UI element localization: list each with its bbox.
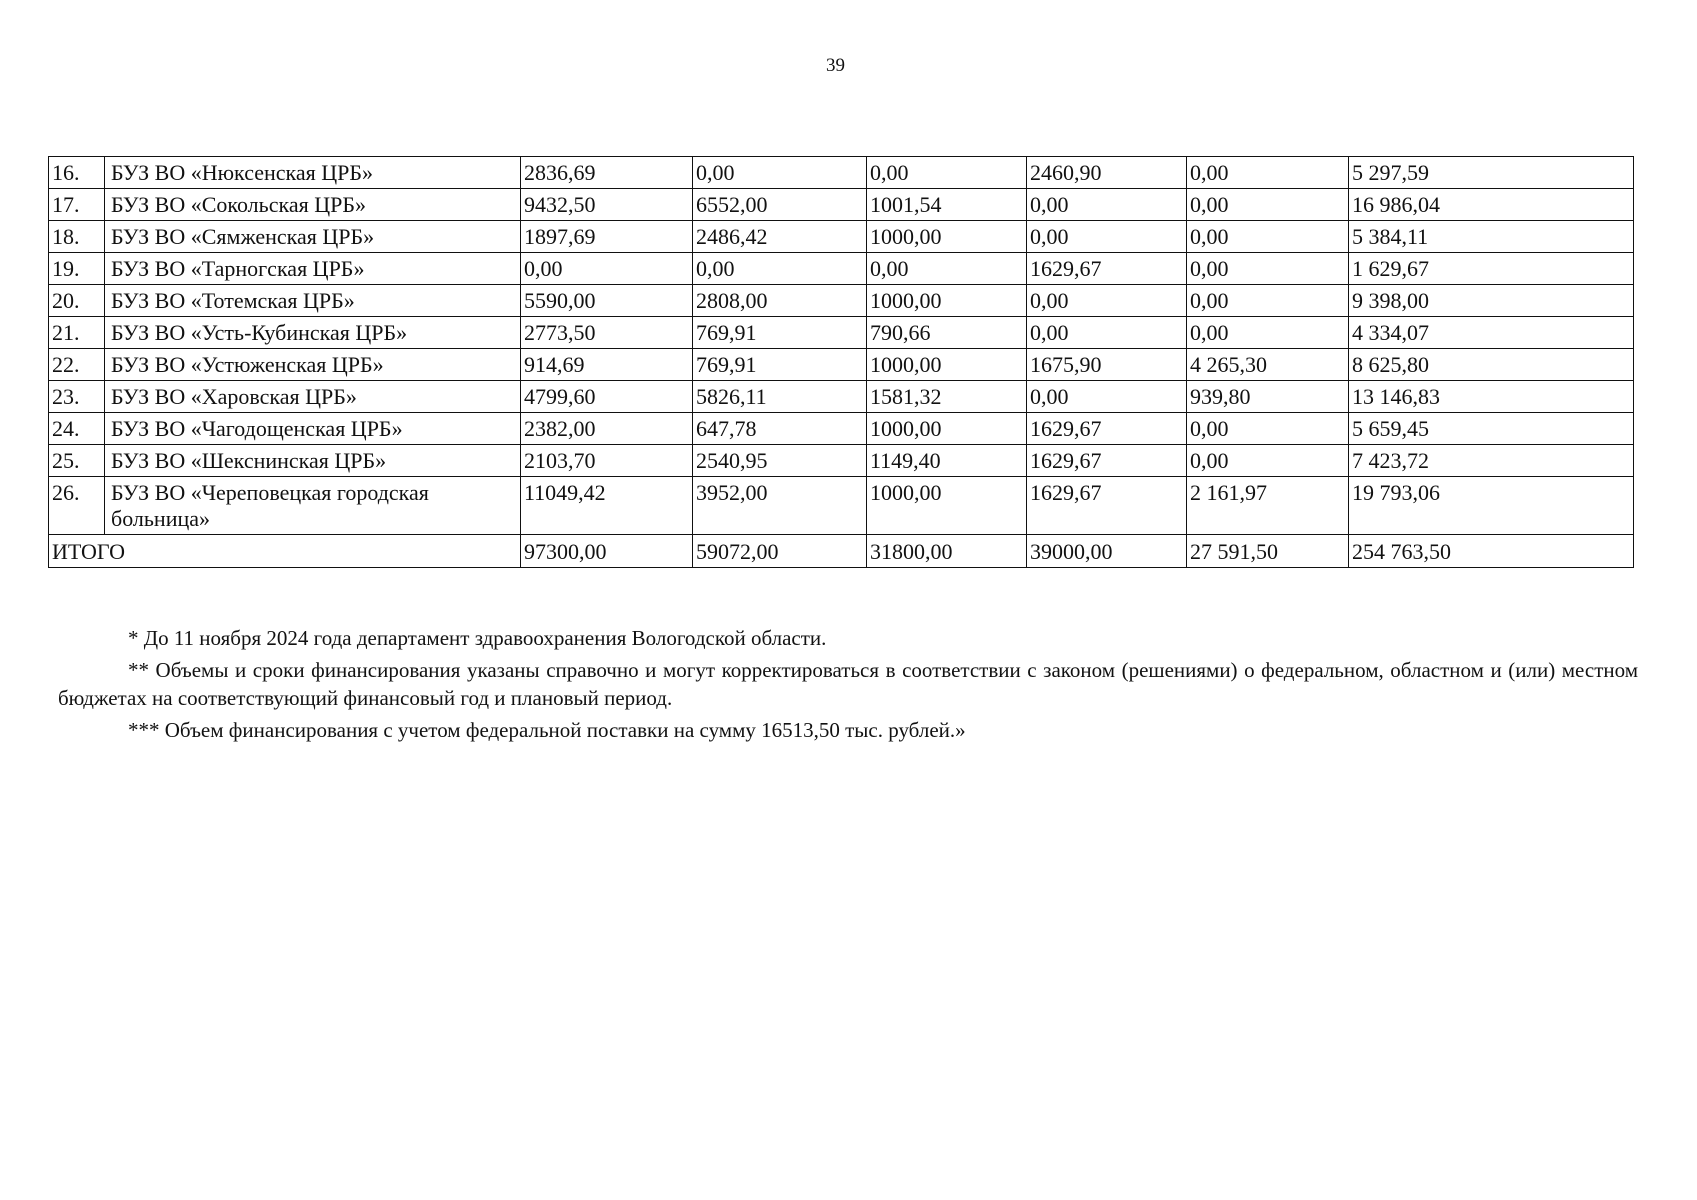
amount-col-2: 769,91 — [693, 349, 867, 381]
footnote-1: * До 11 ноября 2024 года департамент здравоохранения Вологодской области. — [128, 626, 827, 650]
amount-col-3: 1149,40 — [867, 445, 1027, 477]
amount-col-6: 5 384,11 — [1349, 221, 1634, 253]
amount-col-5: 0,00 — [1187, 157, 1349, 189]
row-number: 25. — [49, 445, 105, 477]
amount-col-5: 4 265,30 — [1187, 349, 1349, 381]
amount-col-2: 647,78 — [693, 413, 867, 445]
amount-col-5: 0,00 — [1187, 253, 1349, 285]
amount-col-1: 2382,00 — [521, 413, 693, 445]
amount-col-4: 0,00 — [1027, 317, 1187, 349]
row-number: 24. — [49, 413, 105, 445]
institution-name: БУЗ ВО «Сямженская ЦРБ» — [105, 221, 521, 253]
amount-col-6: 8 625,80 — [1349, 349, 1634, 381]
institution-name: БУЗ ВО «Чагодощенская ЦРБ» — [105, 413, 521, 445]
amount-col-3: 1000,00 — [867, 221, 1027, 253]
total-col-1: 97300,00 — [521, 535, 693, 568]
amount-col-3: 1000,00 — [867, 413, 1027, 445]
total-col-6: 254 763,50 — [1349, 535, 1634, 568]
table-row — [49, 349, 1634, 381]
footnote-2: ** Объемы и сроки финансирования указаны справочно и могут корректироваться в соответствии с законом (решениями) о федеральном, областном и (или) местном бюджетах на соответствующий финансовый год и плановый период. — [58, 658, 1638, 710]
amount-col-4: 1629,67 — [1027, 253, 1187, 285]
amount-col-2: 769,91 — [693, 317, 867, 349]
amount-col-3: 0,00 — [867, 253, 1027, 285]
row-number: 26. — [49, 477, 105, 535]
amount-col-2: 5826,11 — [693, 381, 867, 413]
amount-col-2: 3952,00 — [693, 477, 867, 535]
institution-name: БУЗ ВО «Тарногская ЦРБ» — [105, 253, 521, 285]
table-row — [49, 189, 1634, 221]
amount-col-3: 1000,00 — [867, 477, 1027, 535]
table-row — [49, 445, 1634, 477]
page-number: 39 — [826, 55, 845, 76]
amount-col-6: 5 297,59 — [1349, 157, 1634, 189]
table-row — [49, 253, 1634, 285]
amount-col-1: 11049,42 — [521, 477, 693, 535]
amount-col-1: 2103,70 — [521, 445, 693, 477]
amount-col-4: 0,00 — [1027, 285, 1187, 317]
total-row — [49, 535, 1634, 568]
funding-table — [48, 156, 1634, 568]
row-number: 21. — [49, 317, 105, 349]
amount-col-1: 914,69 — [521, 349, 693, 381]
table-row — [49, 157, 1634, 189]
amount-col-5: 0,00 — [1187, 317, 1349, 349]
table-row — [49, 381, 1634, 413]
table-row — [49, 285, 1634, 317]
total-col-5: 27 591,50 — [1187, 535, 1349, 568]
amount-col-4: 0,00 — [1027, 221, 1187, 253]
amount-col-3: 1001,54 — [867, 189, 1027, 221]
amount-col-5: 2 161,97 — [1187, 477, 1349, 535]
institution-name: БУЗ ВО «Нюксенская ЦРБ» — [105, 157, 521, 189]
amount-col-4: 1629,67 — [1027, 413, 1187, 445]
amount-col-4: 1675,90 — [1027, 349, 1187, 381]
amount-col-4: 0,00 — [1027, 381, 1187, 413]
amount-col-2: 0,00 — [693, 253, 867, 285]
amount-col-3: 0,00 — [867, 157, 1027, 189]
row-number: 20. — [49, 285, 105, 317]
row-number: 22. — [49, 349, 105, 381]
amount-col-1: 4799,60 — [521, 381, 693, 413]
table-row — [49, 477, 1634, 535]
table-row — [49, 413, 1634, 445]
institution-name: БУЗ ВО «Сокольская ЦРБ» — [105, 189, 521, 221]
amount-col-5: 0,00 — [1187, 285, 1349, 317]
amount-col-2: 0,00 — [693, 157, 867, 189]
amount-col-3: 1581,32 — [867, 381, 1027, 413]
total-col-3: 31800,00 — [867, 535, 1027, 568]
amount-col-6: 4 334,07 — [1349, 317, 1634, 349]
amount-col-6: 5 659,45 — [1349, 413, 1634, 445]
total-label: ИТОГО — [49, 535, 521, 568]
amount-col-6: 19 793,06 — [1349, 477, 1634, 535]
table-body — [49, 157, 1634, 568]
institution-name: БУЗ ВО «Тотемская ЦРБ» — [105, 285, 521, 317]
institution-name: БУЗ ВО «Устюженская ЦРБ» — [105, 349, 521, 381]
amount-col-1: 2836,69 — [521, 157, 693, 189]
amount-col-6: 1 629,67 — [1349, 253, 1634, 285]
amount-col-5: 0,00 — [1187, 221, 1349, 253]
amount-col-4: 0,00 — [1027, 189, 1187, 221]
amount-col-6: 13 146,83 — [1349, 381, 1634, 413]
amount-col-3: 1000,00 — [867, 285, 1027, 317]
amount-col-4: 1629,67 — [1027, 477, 1187, 535]
amount-col-3: 1000,00 — [867, 349, 1027, 381]
total-col-2: 59072,00 — [693, 535, 867, 568]
amount-col-1: 1897,69 — [521, 221, 693, 253]
amount-col-5: 939,80 — [1187, 381, 1349, 413]
institution-name: БУЗ ВО «Харовская ЦРБ» — [105, 381, 521, 413]
amount-col-4: 1629,67 — [1027, 445, 1187, 477]
amount-col-2: 6552,00 — [693, 189, 867, 221]
amount-col-6: 16 986,04 — [1349, 189, 1634, 221]
amount-col-2: 2486,42 — [693, 221, 867, 253]
table-row — [49, 221, 1634, 253]
amount-col-6: 7 423,72 — [1349, 445, 1634, 477]
amount-col-1: 0,00 — [521, 253, 693, 285]
amount-col-1: 9432,50 — [521, 189, 693, 221]
amount-col-2: 2540,95 — [693, 445, 867, 477]
amount-col-5: 0,00 — [1187, 445, 1349, 477]
row-number: 19. — [49, 253, 105, 285]
amount-col-5: 0,00 — [1187, 189, 1349, 221]
institution-name: БУЗ ВО «Усть-Кубинская ЦРБ» — [105, 317, 521, 349]
table-row — [49, 317, 1634, 349]
amount-col-6: 9 398,00 — [1349, 285, 1634, 317]
amount-col-1: 2773,50 — [521, 317, 693, 349]
amount-col-1: 5590,00 — [521, 285, 693, 317]
row-number: 23. — [49, 381, 105, 413]
institution-name: БУЗ ВО «Шекснинская ЦРБ» — [105, 445, 521, 477]
footnotes — [58, 624, 1638, 748]
amount-col-4: 2460,90 — [1027, 157, 1187, 189]
institution-name: БУЗ ВО «Череповецкая городская больница» — [105, 477, 521, 535]
amount-col-5: 0,00 — [1187, 413, 1349, 445]
amount-col-2: 2808,00 — [693, 285, 867, 317]
row-number: 17. — [49, 189, 105, 221]
row-number: 16. — [49, 157, 105, 189]
row-number: 18. — [49, 221, 105, 253]
footnote-3: *** Объем финансирования с учетом федеральной поставки на сумму 16513,50 тыс. рублей.» — [128, 718, 966, 742]
amount-col-3: 790,66 — [867, 317, 1027, 349]
total-col-4: 39000,00 — [1027, 535, 1187, 568]
